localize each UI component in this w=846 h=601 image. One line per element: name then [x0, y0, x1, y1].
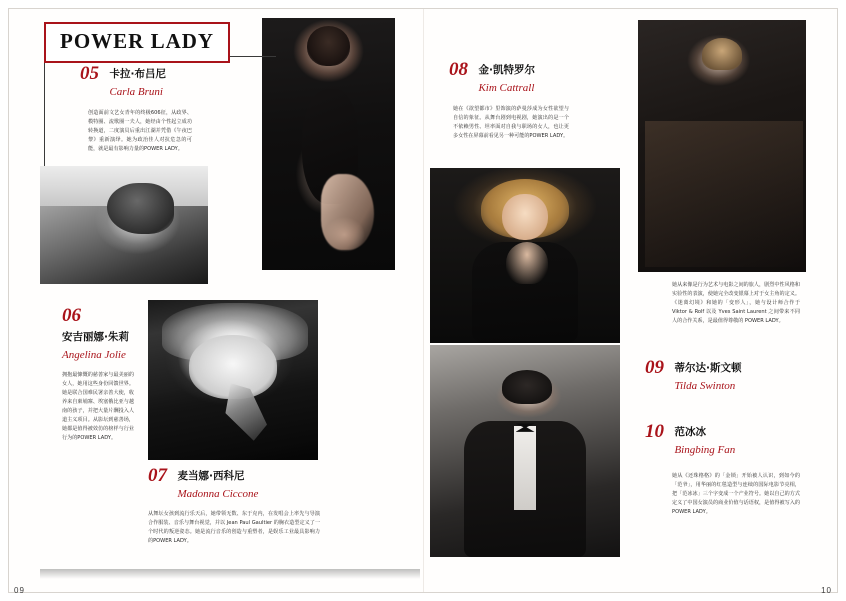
kim-cattrall-photo [430, 168, 620, 343]
tilda-swinton-photo [638, 20, 806, 272]
entry-06-name-en: Angelina Jolie [62, 349, 126, 361]
entry-07-name-cn: 麦当娜·西科尼 [177, 470, 245, 482]
entry-08-number: 08 [449, 59, 468, 80]
entry-07-body: 从舞坛女孩到流行乐天后，她带领无数、东于克内，在发唱会上率先与导演合作服装、音乐与舞台视觉，并以 Jean Paul Gaultier 的胸衣造型定义了一个时代的叛逆姿态。她是流行音乐的创造与重塑者，是娱乐工业最具影响力的POWER LADY。 [148, 511, 320, 545]
angelina-jolie-photo [40, 166, 208, 284]
entry-10-name-en: Bingbing Fan [674, 444, 736, 456]
page-gutter [423, 9, 424, 592]
entry-09-body: 她从来像是行为艺术与电影之间的旅人，剧烈中性风格和实验性的表演，使她完全改变银幕上对于女主角的定义。《迷离幻境》和她的「变形人」，她与设计师合作于 Viktor & Rolf 以及 Yves Saint Laurent 之间带来不同人的合作关系，是最值得尊敬的 POWER LADY。 [672, 282, 800, 325]
entry-06-number: 06 [62, 305, 81, 326]
entry-10 [645, 421, 800, 517]
entry-05-name-en: Carla Bruni [109, 86, 163, 98]
folio-right: 10 [821, 586, 832, 595]
masthead-rule-vertical [44, 56, 45, 166]
entry-05 [80, 64, 192, 154]
entry-09-number: 09 [645, 357, 664, 378]
entry-09-name-cn: 蒂尔达·斯文顿 [674, 362, 742, 374]
entry-05-number: 05 [80, 63, 99, 84]
entry-07-name-en: Madonna Ciccone [177, 488, 259, 500]
entry-05-name-cn: 卡拉·布吕尼 [109, 68, 166, 80]
entry-08 [449, 60, 569, 141]
entry-08-name-cn: 金·凯特罗尔 [478, 64, 535, 76]
masthead [44, 22, 230, 63]
entry-06-body: 拥抱最慷慨的慈善家与最美丽的女人，她用这些身份回馈世界。她是联合国难民署亲善大使，收养来自柬埔寨、埃塞俄比亚与越南的孩子，并把大量片酬投入人道主义项目。从影坛到慈善场，她都是值得被效仿的榜样与行业行为的POWER LADY。 [62, 372, 134, 442]
entry-10-body: 她从《还珠格格》的「金锁」开始被人认识，到如今的「范爷」，用华丽的红毯造型与连续的国际电影节亮相，把「范冰冰」三个字变成一个产业符号。她以自己的方式定义了中国女演员的商业价值与话语权，是值得被写入的POWER LADY。 [672, 473, 800, 516]
entry-05-body: 创造面前文艺女青年的终极606征，从政界、模特圈、流歌圈一夫人，她经由个性起立成功转换道，二度演员后重出江湖并凭借《午夜巴黎》重新演绎。她为政治佳人对抗危急的可能，就是最有影响力量的POWER LADY。 [88, 110, 192, 153]
fan-bingbing-photo [430, 345, 620, 557]
entry-10-number: 10 [645, 421, 664, 442]
entry-09-name-en: Tilda Swinton [674, 380, 736, 392]
entry-08-body: 她在《欲望都市》里饰演的萨曼莎成为女性欲望与自信的象征。从舞台剧到电视剧，她演出的是一个不依赖男性、坦率面对自我与职场的女人，也让更多女性在屏幕前看见另一种可能的POWER LADY。 [453, 106, 569, 140]
entry-06-name-cn: 安吉丽娜·朱莉 [62, 331, 129, 343]
entry-06 [62, 306, 138, 444]
entry-08-name-en: Kim Cattrall [478, 82, 535, 94]
entry-07 [148, 466, 323, 546]
madonna-photo [148, 300, 318, 460]
page-bottom-shadow [40, 569, 420, 579]
entry-09 [645, 358, 795, 394]
masthead-title: POWER LADY [60, 29, 215, 53]
entry-07-number: 07 [148, 465, 167, 486]
folio-left: 09 [14, 586, 25, 595]
carla-bruni-photo [262, 18, 395, 270]
entry-10-name-cn: 范冰冰 [674, 426, 706, 438]
